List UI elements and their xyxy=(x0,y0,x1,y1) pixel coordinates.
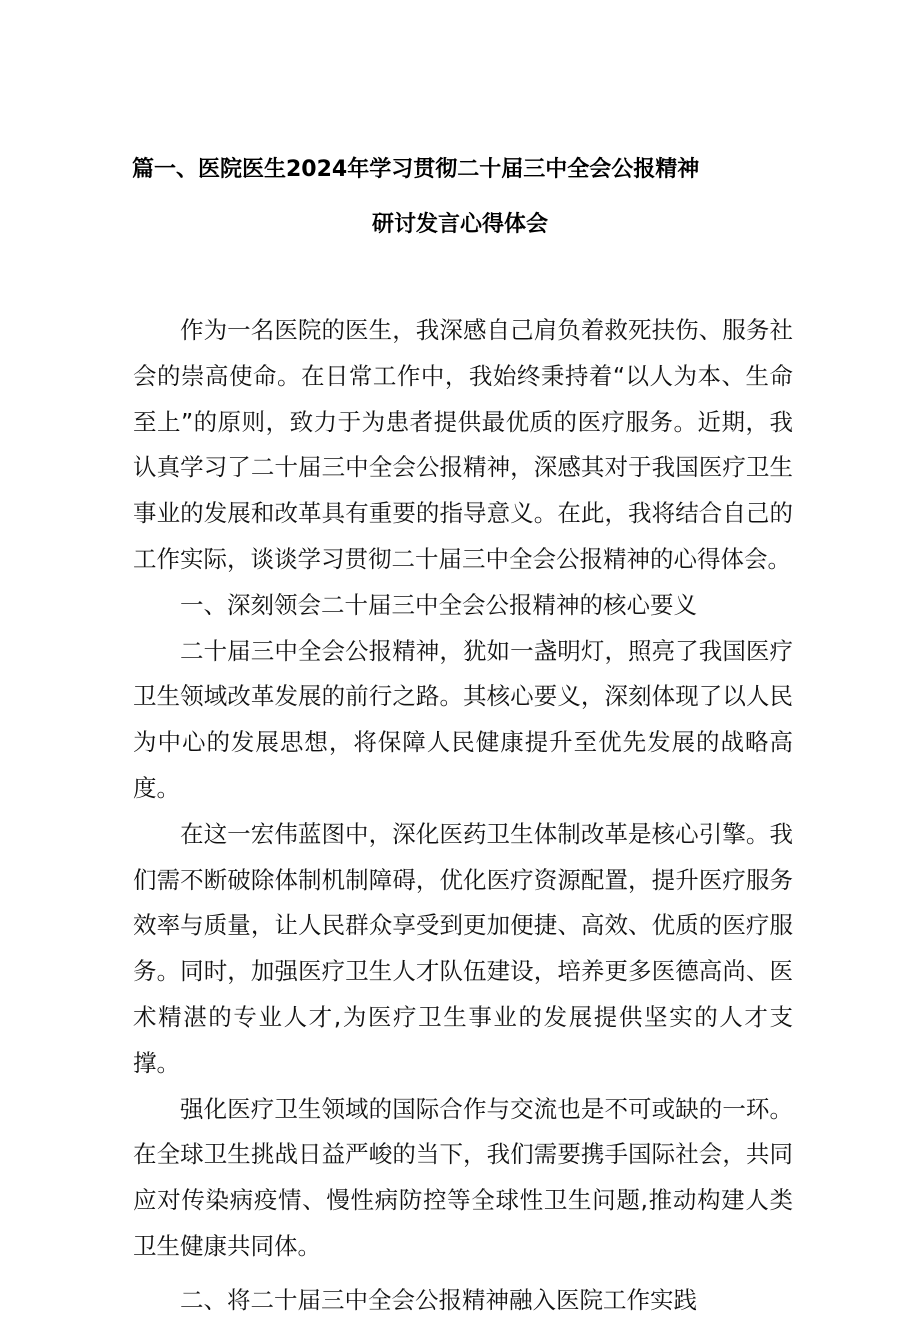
document-title-line-2: 研讨发言心得体会 xyxy=(371,212,548,237)
document-body xyxy=(133,308,793,1324)
document-title-line-1: 篇一、医院医生2024年学习贯彻二十届三中全会公报精神 xyxy=(132,157,700,182)
section-heading-1: 一、深刻领会二十届三中全会公报精神的核心要义 xyxy=(180,590,697,619)
paragraph-international: 强化医疗卫生领域的国际合作与交流也是不可或缺的一环。在全球卫生挑战日益严峻的当下，我们需要携手国际社会，共同应对传染病疫情、慢性病防控等全球性卫生问题,推动构建人类卫生健康共同体。 xyxy=(133,1094,793,1260)
paragraph-intro: 作为一名医院的医生，我深感自己肩负着救死扶伤、服务社会的崇高使命。在日常工作中，我始终秉持着“以人为本、生命至上”的原则，致力于为患者提供最优质的医疗服务。近期，我认真学习了二十届三中全会公报精神，深感其对于我国医疗卫生事业的发展和改革具有重要的指导意义。在此，我将结合自己的工作实际，谈谈学习贯彻二十届三中全会公报精神的心得体会。 xyxy=(133,316,793,573)
paragraph-reform: 在这一宏伟蓝图中，深化医药卫生体制改革是核心引擎。我们需不断破除体制机制障碍，优化医疗资源配置，提升医疗服务效率与质量，让人民群众享受到更加便捷、高效、优质的医疗服务。同时，加强医疗卫生人才队伍建设，培养更多医德高尚、医术精湛的专业人才,为医疗卫生事业的发展提供坚实的人才支撑。 xyxy=(133,819,793,1077)
paragraph-core-meaning: 二十届三中全会公报精神，犹如一盏明灯，照亮了我国医疗卫生领域改革发展的前行之路。其核心要义，深刻体现了以人民为中心的发展思想，将保障人民健康提升至优先发展的战略高度。 xyxy=(133,636,793,802)
section-heading-2: 二、将二十届三中全会公报精神融入医院工作实践 xyxy=(180,1285,697,1314)
